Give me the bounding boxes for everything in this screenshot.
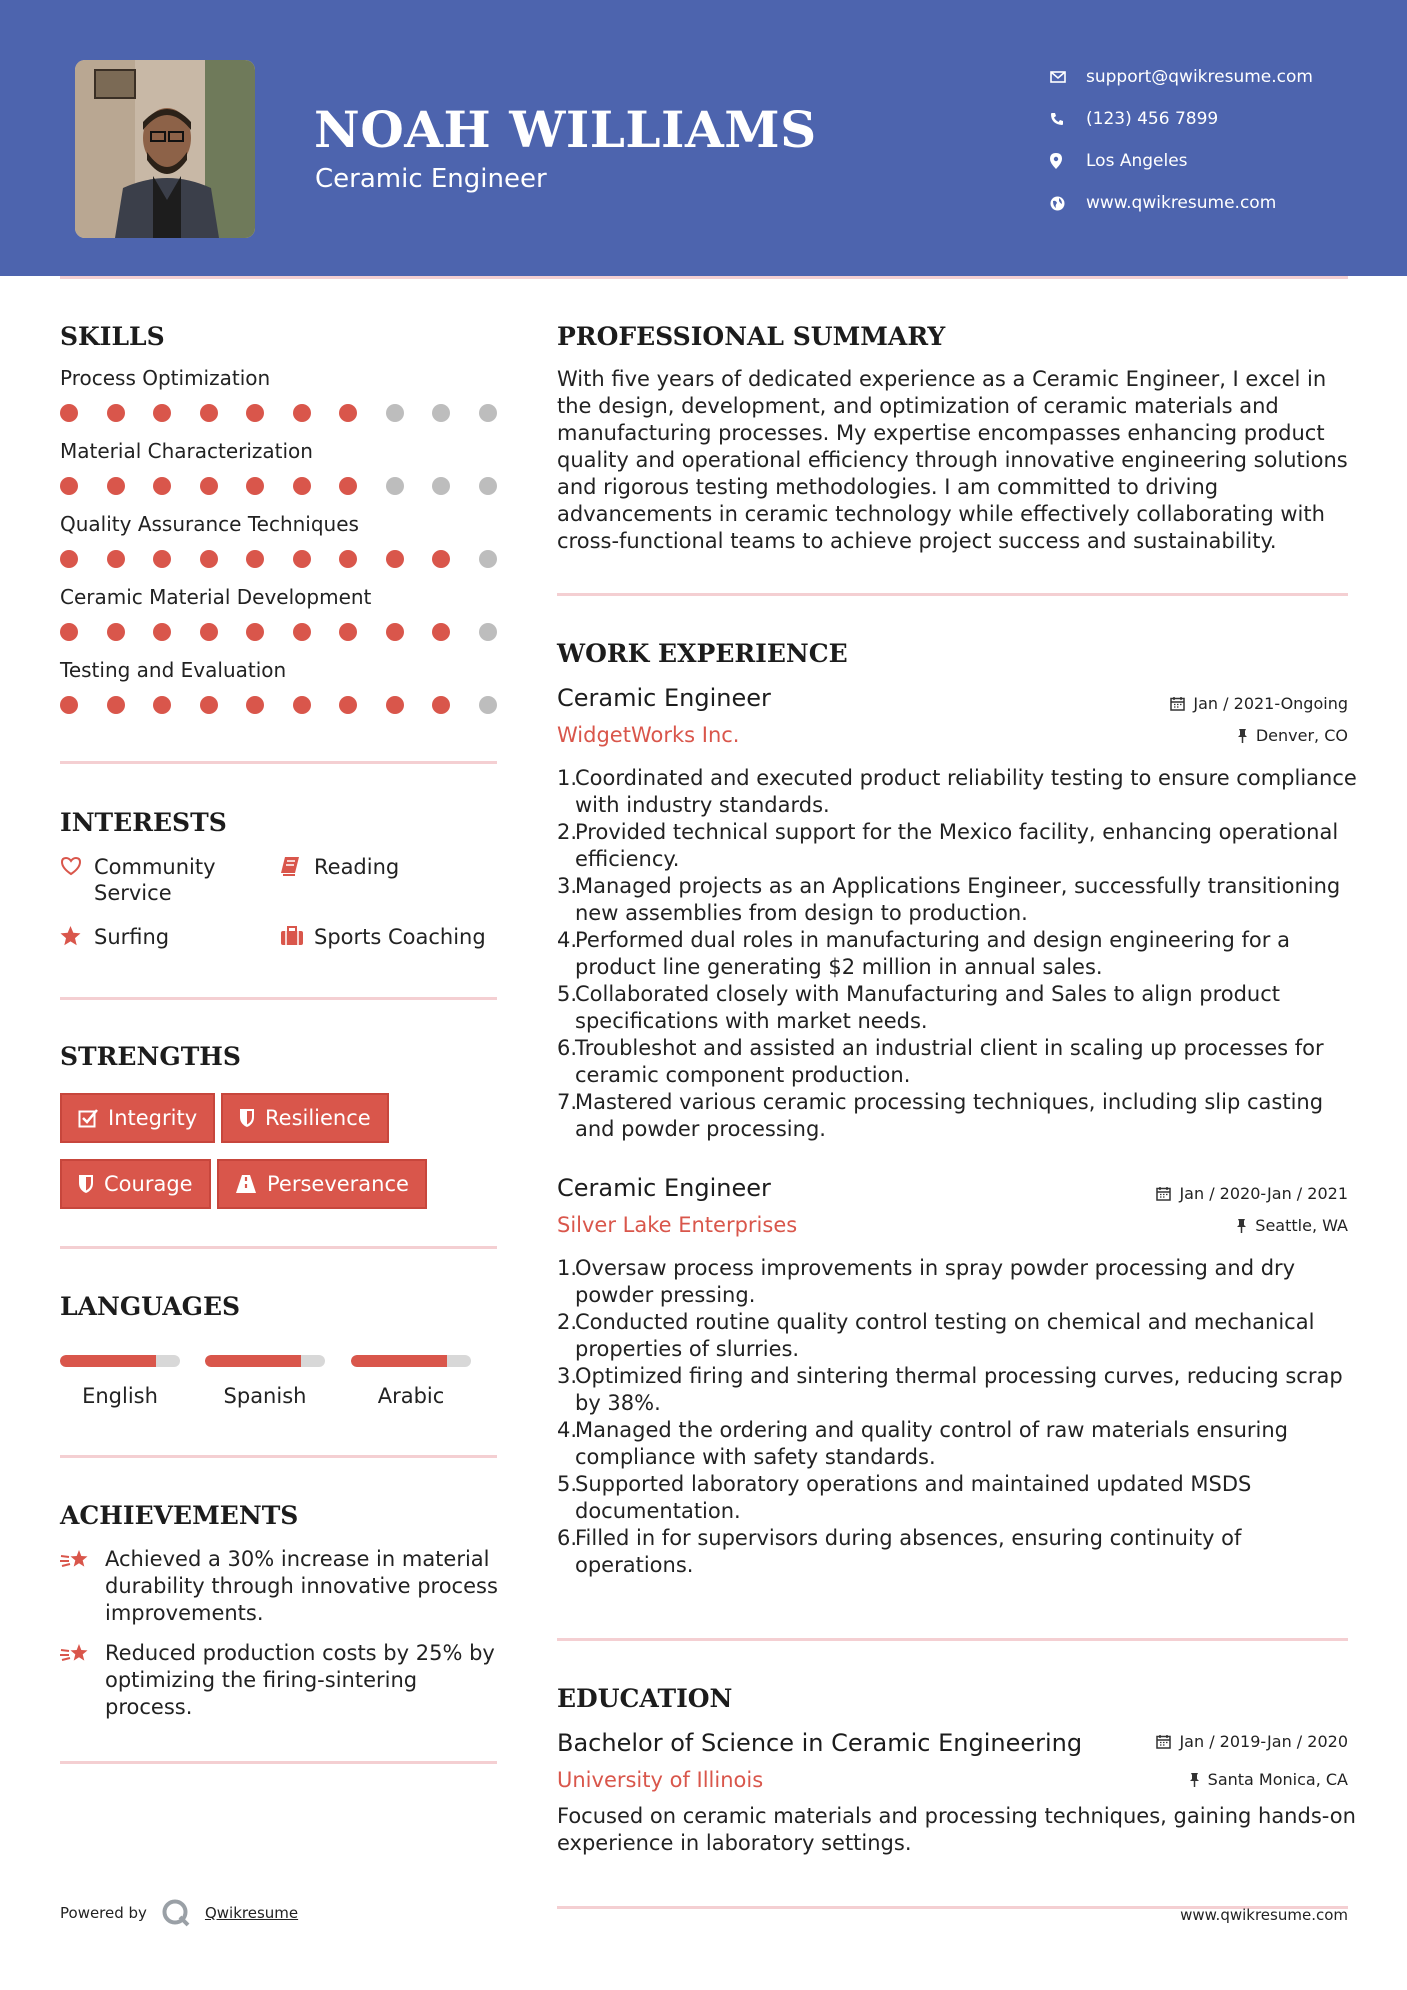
- bullet-number: 4.: [557, 928, 578, 952]
- contact-location: [1050, 140, 1313, 182]
- rating-dot: [153, 550, 171, 568]
- bullet-text: Performed dual roles in manufacturing and design engineering for a product line generating $2 million in annual sales.: [575, 928, 1290, 979]
- rating-dot: [386, 550, 404, 568]
- bullet-number: 6.: [557, 1526, 578, 1550]
- rating-dot: [479, 550, 497, 568]
- pushpin-icon: [1237, 728, 1248, 743]
- skill-rating: [60, 477, 525, 495]
- rating-dot: [386, 477, 404, 495]
- rating-dot: [386, 623, 404, 641]
- rating-dot: [293, 477, 311, 495]
- rating-dot: [107, 404, 125, 422]
- rating-dot: [246, 550, 264, 568]
- rating-dot: [107, 623, 125, 641]
- language-level-bar: [60, 1355, 180, 1367]
- interest-item: [280, 924, 500, 952]
- experience-divider: [557, 1638, 1348, 1641]
- qwikresume-logo-icon: [161, 1898, 191, 1928]
- contact-list: [1050, 56, 1313, 224]
- checkbox-icon: [78, 1108, 98, 1128]
- rating-dot: [200, 550, 218, 568]
- strengths-divider: [60, 1246, 497, 1249]
- job-bullet: [557, 1525, 1357, 1579]
- rating-dot: [107, 477, 125, 495]
- header-divider: [60, 276, 1348, 279]
- rating-dot: [60, 623, 78, 641]
- star-icon: [60, 924, 94, 952]
- rating-dot: [60, 477, 78, 495]
- interest-item: [280, 854, 500, 882]
- rating-dot: [200, 696, 218, 714]
- rating-dot: [479, 404, 497, 422]
- skill-name: Testing and Evaluation: [60, 658, 287, 682]
- job-bullets: [557, 1255, 1357, 1579]
- education-heading: EDUCATION: [557, 1684, 733, 1713]
- rating-dot: [246, 404, 264, 422]
- rating-dot: [479, 477, 497, 495]
- strength-label: Integrity: [108, 1106, 198, 1130]
- contact-email-text: support@qwikresume.com: [1086, 67, 1313, 87]
- job-location-text: Seattle, WA: [1255, 1216, 1348, 1235]
- job-dates-text: Jan / 2021-Ongoing: [1193, 694, 1348, 713]
- job-bullet: [557, 1417, 1357, 1471]
- rating-dot: [293, 696, 311, 714]
- rating-dot: [479, 623, 497, 641]
- powered-by: [60, 1898, 298, 1928]
- job-title: Ceramic Engineer: [557, 684, 771, 712]
- bullet-text: Collaborated closely with Manufacturing and Sales to align product specifications with market needs.: [575, 982, 1281, 1033]
- achievement-item: [60, 1546, 500, 1627]
- job-bullet: [557, 819, 1357, 873]
- bullet-number: 1.: [557, 766, 578, 790]
- bullet-number: 6.: [557, 1036, 578, 1060]
- candidate-name: NOAH WILLIAMS: [314, 100, 817, 159]
- bullet-number: 2.: [557, 820, 578, 844]
- profile-photo: [75, 60, 255, 238]
- rating-dot: [432, 477, 450, 495]
- contact-location-text: Los Angeles: [1086, 151, 1188, 171]
- contact-phone[interactable]: [1050, 98, 1313, 140]
- rating-dot: [246, 477, 264, 495]
- language-level-fill: [351, 1355, 447, 1367]
- job-title: Ceramic Engineer: [557, 1174, 771, 1202]
- interest-item: [60, 854, 260, 906]
- rating-dot: [432, 550, 450, 568]
- envelope-icon: [1050, 71, 1086, 83]
- job-location-text: Denver, CO: [1255, 726, 1348, 745]
- shield-icon: [78, 1174, 94, 1194]
- brand-link[interactable]: Qwikresume: [204, 1904, 299, 1922]
- bullet-text: Troubleshot and assisted an industrial client in scaling up processes for ceramic component production.: [575, 1036, 1324, 1087]
- pushpin-icon: [1236, 1218, 1247, 1233]
- job-bullet: [557, 765, 1357, 819]
- rating-dot: [293, 404, 311, 422]
- strength-badge: [217, 1159, 427, 1209]
- rating-dot: [432, 623, 450, 641]
- powered-by-label: Powered by: [60, 1904, 147, 1922]
- briefcase-icon: [280, 924, 314, 952]
- strength-badge: [60, 1159, 211, 1209]
- education-location: [1189, 1770, 1348, 1789]
- strength-badge: [221, 1093, 389, 1143]
- job-bullet: [557, 927, 1357, 981]
- resume-header: [0, 0, 1407, 276]
- strength-label: Resilience: [265, 1106, 371, 1130]
- bullet-number: 5.: [557, 1472, 578, 1496]
- job-company: WidgetWorks Inc.: [557, 723, 740, 747]
- rating-dot: [339, 477, 357, 495]
- interest-label: Sports Coaching: [314, 925, 486, 949]
- rating-dot: [339, 404, 357, 422]
- contact-phone-text: (123) 456 7899: [1086, 109, 1219, 129]
- education-dates-text: Jan / 2019-Jan / 2020: [1179, 1732, 1348, 1751]
- job-bullet: [557, 1363, 1357, 1417]
- calendar-icon: [1156, 1734, 1171, 1749]
- rating-dot: [153, 623, 171, 641]
- rating-dot: [386, 404, 404, 422]
- achievements-heading: ACHIEVEMENTS: [60, 1501, 299, 1530]
- calendar-icon: [1156, 1186, 1171, 1201]
- rating-dot: [339, 696, 357, 714]
- footer-website[interactable]: www.qwikresume.com: [1180, 1906, 1348, 1924]
- rating-dot: [200, 623, 218, 641]
- interest-label: Surfing: [94, 925, 170, 949]
- calendar-icon: [1170, 696, 1185, 711]
- achievement-item: [60, 1640, 500, 1721]
- bullet-text: Coordinated and executed product reliability testing to ensure compliance with industry standards.: [575, 766, 1357, 817]
- bullet-number: 7.: [557, 1090, 578, 1114]
- pushpin-icon: [1189, 1772, 1200, 1787]
- rating-dot: [339, 623, 357, 641]
- rating-dot: [339, 550, 357, 568]
- skill-name: Ceramic Material Development: [60, 585, 372, 609]
- achievement-text: Achieved a 30% increase in material durability through innovative process improvements.: [105, 1547, 498, 1625]
- rating-dot: [386, 696, 404, 714]
- summary-divider: [557, 593, 1348, 596]
- rating-dot: [293, 550, 311, 568]
- education-description: Focused on ceramic materials and processing techniques, gaining hands-on experience in laboratory settings.: [557, 1804, 1356, 1855]
- skill-rating: [60, 623, 525, 641]
- achievement-text: Reduced production costs by 25% by optimizing the firing-sintering process.: [105, 1641, 495, 1719]
- skills-divider: [60, 761, 497, 764]
- skill-rating: [60, 696, 525, 714]
- interest-item: [60, 924, 260, 952]
- bullet-text: Mastered various ceramic processing techniques, including slip casting and powder processing.: [575, 1090, 1324, 1141]
- skill-rating: [60, 550, 525, 568]
- skills-heading: SKILLS: [60, 322, 165, 351]
- language-name: English: [82, 1384, 158, 1408]
- bullet-text: Managed projects as an Applications Engineer, successfully transitioning new assemblies from design to production.: [575, 874, 1341, 925]
- experience-heading: WORK EXPERIENCE: [557, 639, 848, 668]
- job-bullet: [557, 1309, 1357, 1363]
- language-level-bar: [351, 1355, 471, 1367]
- rating-dot: [153, 404, 171, 422]
- rating-dot: [107, 550, 125, 568]
- job-dates: [1156, 1184, 1348, 1203]
- bullet-text: Oversaw process improvements in spray powder processing and dry powder pressing.: [575, 1256, 1296, 1307]
- education-degree: Bachelor of Science in Ceramic Engineering: [557, 1729, 1083, 1757]
- job-dates-text: Jan / 2020-Jan / 2021: [1179, 1184, 1348, 1203]
- bullet-number: 1.: [557, 1256, 578, 1280]
- bullet-text: Optimized firing and sintering thermal processing curves, reducing scrap by 38%.: [575, 1364, 1343, 1415]
- rating-dot: [60, 696, 78, 714]
- rating-dot: [479, 696, 497, 714]
- skill-rating: [60, 404, 525, 422]
- languages-heading: LANGUAGES: [60, 1292, 241, 1321]
- rating-dot: [246, 623, 264, 641]
- contact-website-text: www.qwikresume.com: [1086, 193, 1277, 213]
- job-location: [1237, 726, 1348, 745]
- contact-website[interactable]: [1050, 182, 1313, 224]
- job-bullets: [557, 765, 1357, 1143]
- education-school: University of Illinois: [557, 1768, 764, 1792]
- job-company: Silver Lake Enterprises: [557, 1213, 798, 1237]
- skill-name: Material Characterization: [60, 439, 313, 463]
- location-pin-icon: [1050, 153, 1086, 169]
- languages-divider: [60, 1455, 497, 1458]
- job-bullet: [557, 981, 1357, 1035]
- rating-dot: [293, 623, 311, 641]
- road-icon: [235, 1174, 257, 1194]
- strengths-heading: STRENGTHS: [60, 1042, 241, 1071]
- language-level-fill: [60, 1355, 156, 1367]
- strength-label: Perseverance: [267, 1172, 409, 1196]
- rating-dot: [107, 696, 125, 714]
- bullet-number: 4.: [557, 1418, 578, 1442]
- summary-text: With five years of dedicated experience as a Ceramic Engineer, I excel in the design, development, and optimization of ceramic materials and manufacturing processes. My expertise encompasses enhancing product quality and operational efficiency through innovative engineering solutions and rigorous testing methodologies. I am committed to driving advancements in ceramic technology while effectively collaborating with cross-functional teams to achieve project success and sustainability.: [557, 367, 1348, 553]
- rating-dot: [153, 696, 171, 714]
- language-name: Spanish: [223, 1384, 307, 1408]
- rating-dot: [432, 696, 450, 714]
- rating-dot: [153, 477, 171, 495]
- rating-dot: [60, 404, 78, 422]
- bullet-text: Filled in for supervisors during absences, ensuring continuity of operations.: [575, 1526, 1242, 1577]
- interests-heading: INTERESTS: [60, 808, 227, 837]
- strength-label: Courage: [104, 1172, 193, 1196]
- bullet-number: 2.: [557, 1310, 578, 1334]
- achievements-divider: [60, 1761, 497, 1764]
- interest-label: Community Service: [94, 855, 216, 905]
- job-bullet: [557, 1035, 1357, 1089]
- job-location: [1236, 1216, 1348, 1235]
- bullet-number: 3.: [557, 1364, 578, 1388]
- heart-hand-icon: [60, 854, 94, 906]
- strength-badge: [60, 1093, 215, 1143]
- rating-dot: [200, 404, 218, 422]
- globe-icon: [1050, 196, 1086, 211]
- candidate-title: Ceramic Engineer: [315, 164, 547, 194]
- language-level-fill: [205, 1355, 301, 1367]
- job-bullet: [557, 1089, 1357, 1143]
- education-dates: [1156, 1732, 1348, 1751]
- bullet-text: Conducted routine quality control testing on chemical and mechanical properties of slurries.: [575, 1310, 1315, 1361]
- job-bullet: [557, 1471, 1357, 1525]
- interest-label: Reading: [314, 855, 400, 879]
- summary-heading: PROFESSIONAL SUMMARY: [557, 322, 946, 351]
- skill-name: Process Optimization: [60, 366, 271, 390]
- rating-dot: [246, 696, 264, 714]
- contact-email[interactable]: [1050, 56, 1313, 98]
- interests-divider: [60, 997, 497, 1000]
- shooting-star-icon: [60, 1546, 105, 1627]
- phone-icon: [1050, 112, 1086, 126]
- job-bullet: [557, 1255, 1357, 1309]
- rating-dot: [60, 550, 78, 568]
- bullet-number: 5.: [557, 982, 578, 1006]
- bullet-text: Supported laboratory operations and maintained updated MSDS documentation.: [575, 1472, 1252, 1523]
- education-location-text: Santa Monica, CA: [1207, 1770, 1348, 1789]
- rating-dot: [200, 477, 218, 495]
- bullet-number: 3.: [557, 874, 578, 898]
- book-icon: [280, 854, 314, 882]
- job-dates: [1170, 694, 1348, 713]
- bullet-text: Managed the ordering and quality control of raw materials ensuring compliance with safety standards.: [575, 1418, 1288, 1469]
- shooting-star-icon: [60, 1640, 105, 1721]
- language-level-bar: [205, 1355, 325, 1367]
- shield-icon: [239, 1108, 255, 1128]
- language-name: Arabic: [377, 1384, 445, 1408]
- skill-name: Quality Assurance Techniques: [60, 512, 359, 536]
- bullet-text: Provided technical support for the Mexico facility, enhancing operational efficiency.: [575, 820, 1339, 871]
- rating-dot: [432, 404, 450, 422]
- job-bullet: [557, 873, 1357, 927]
